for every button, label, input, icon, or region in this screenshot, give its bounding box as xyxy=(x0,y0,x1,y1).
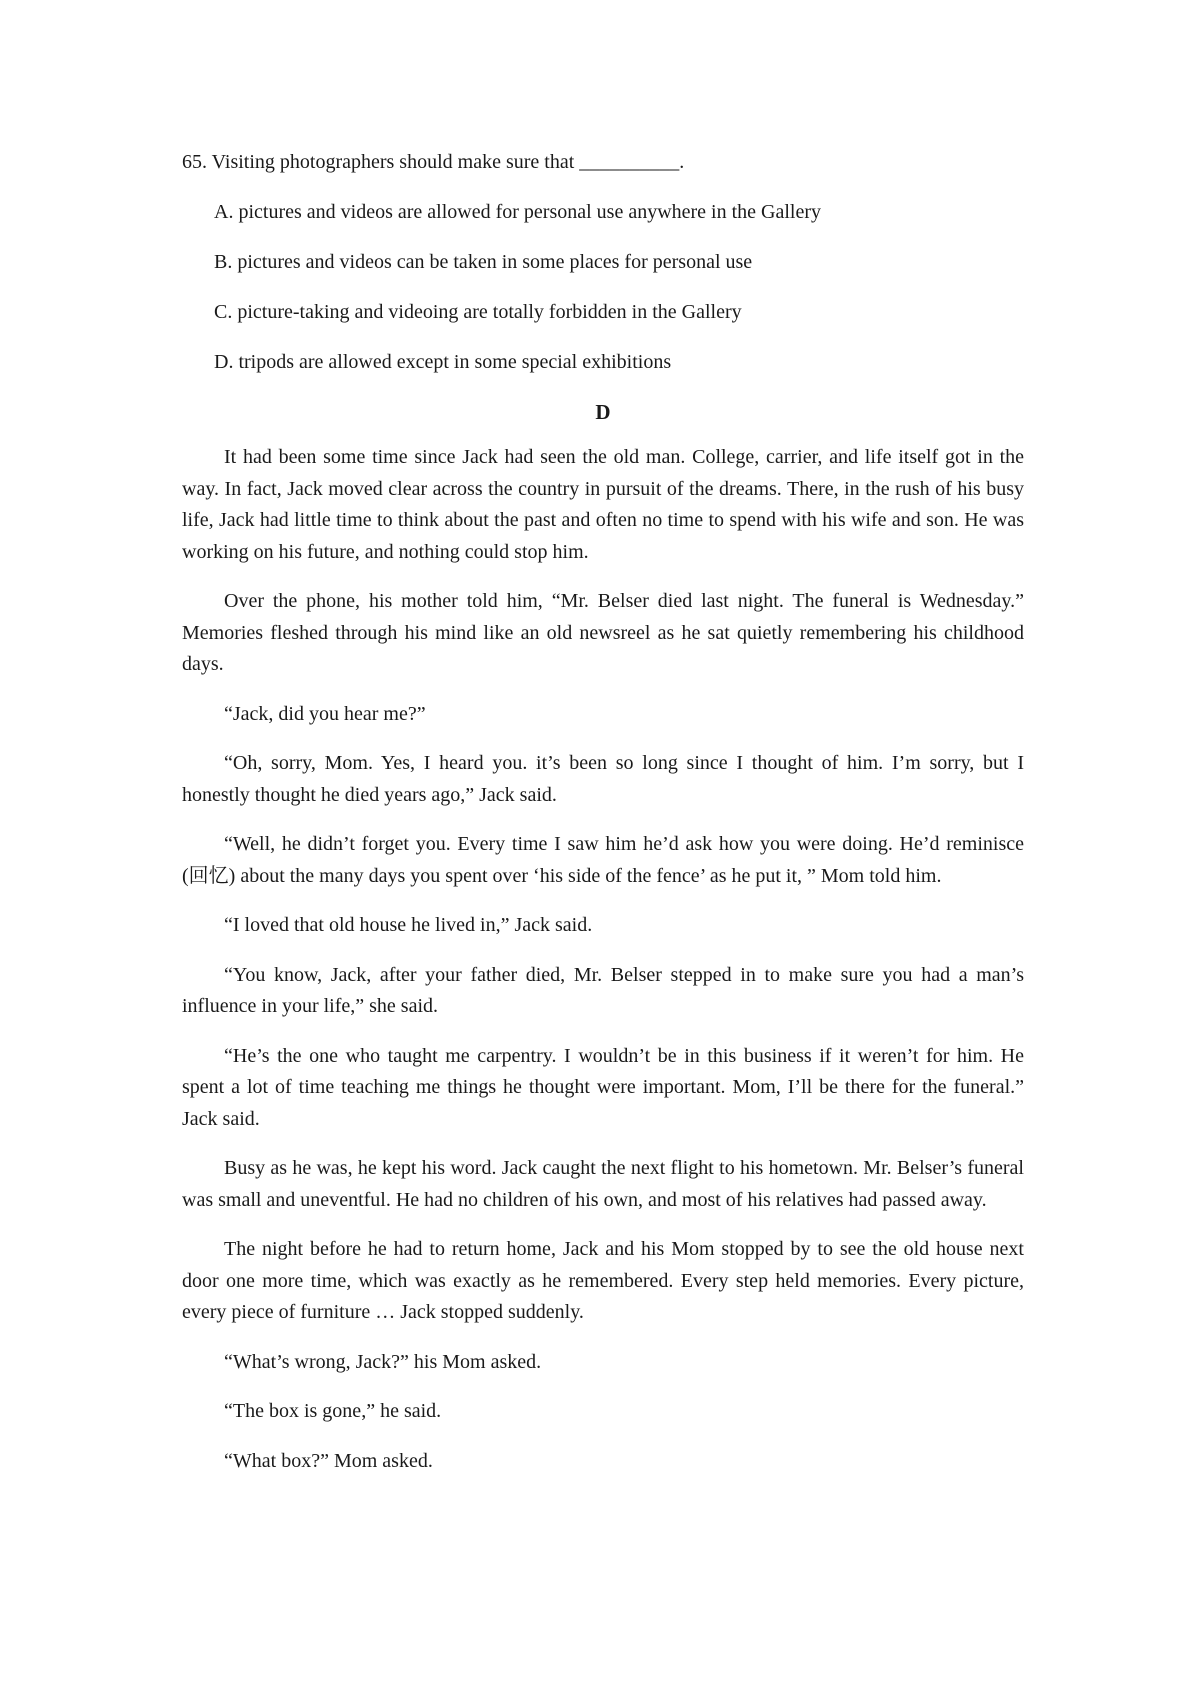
passage-paragraph: Busy as he was, he kept his word. Jack caught the next flight to his hometown. Mr. Belser’s funeral was small and uneventful. He had no children of his own, and most of his relatives had passed away. xyxy=(182,1157,1024,1211)
option-letter: D. xyxy=(214,351,234,373)
option-text: pictures and videos can be taken in some places for personal use xyxy=(237,251,753,273)
passage-paragraph: “You know, Jack, after your father died, Mr. Belser stepped in to make sure you had a man’s influence in your life,” she said. xyxy=(182,963,1024,1017)
option-text: pictures and videos are allowed for personal use anywhere in the Gallery xyxy=(238,201,822,223)
passage-paragraph: “I loved that old house he lived in,” Jack said. xyxy=(224,914,593,936)
passage-paragraph: “Well, he didn’t forget you. Every time I saw him he’d ask how you were doing. He’d reminisce (回忆) about the many days you spent over ‘his side of the fence’ as he put it, ” Mom told him. xyxy=(182,833,1024,887)
option-a xyxy=(182,194,1024,230)
option-b xyxy=(182,244,1024,280)
passage-paragraph: “The box is gone,” he said. xyxy=(224,1400,442,1422)
option-d xyxy=(182,344,1024,380)
option-letter: C. xyxy=(214,301,233,323)
exam-page xyxy=(182,144,1024,1495)
passage-paragraph: “He’s the one who taught me carpentry. I wouldn’t be in this business if it weren’t for him. He spent a lot of time teaching me things he thought were important. Mom, I’ll be there for the funeral.” Jack said. xyxy=(182,1044,1024,1130)
passage-paragraph: Over the phone, his mother told him, “Mr. Belser died last night. The funeral is Wednesday.” Memories fleshed through his mind like an old newsreel as he sat quietly remembering his childhood days. xyxy=(182,590,1024,675)
section-heading: D xyxy=(595,400,611,424)
answer-options xyxy=(182,194,1024,380)
passage-paragraph: It had been some time since Jack had seen the old man. College, carrier, and life itself got in the way. In fact, Jack moved clear across the country in pursuit of the dreams. There, in the rush of his busy life, Jack had little time to think about the past and often no time to spend with his wife and son. He was working on his future, and nothing could stop him. xyxy=(182,446,1024,563)
passage-paragraph: The night before he had to return home, Jack and his Mom stopped by to see the old house next door one more time, which was exactly as he remembered. Every step held memories. Every picture, every piece of furniture … Jack stopped suddenly. xyxy=(182,1238,1024,1323)
passage xyxy=(182,442,1024,1477)
passage-paragraph: “What box?” Mom asked. xyxy=(224,1449,433,1472)
option-letter: A. xyxy=(214,201,234,223)
question-65 xyxy=(182,144,1024,180)
option-text: tripods are allowed except in some special exhibitions xyxy=(238,351,672,373)
passage-paragraph: “What’s wrong, Jack?” his Mom asked. xyxy=(224,1350,542,1373)
question-stem: Visiting photographers should make sure that __________. xyxy=(211,151,685,173)
passage-paragraph: “Jack, did you hear me?” xyxy=(224,702,426,725)
question-number: 65. xyxy=(182,151,207,173)
passage-paragraph: “Oh, sorry, Mom. Yes, I heard you. it’s been so long since I thought of him. I’m sorry, but I honestly thought he died years ago,” Jack said. xyxy=(182,752,1024,806)
option-c xyxy=(182,294,1024,330)
option-text: picture-taking and videoing are totally forbidden in the Gallery xyxy=(237,301,742,323)
option-letter: B. xyxy=(214,251,233,273)
